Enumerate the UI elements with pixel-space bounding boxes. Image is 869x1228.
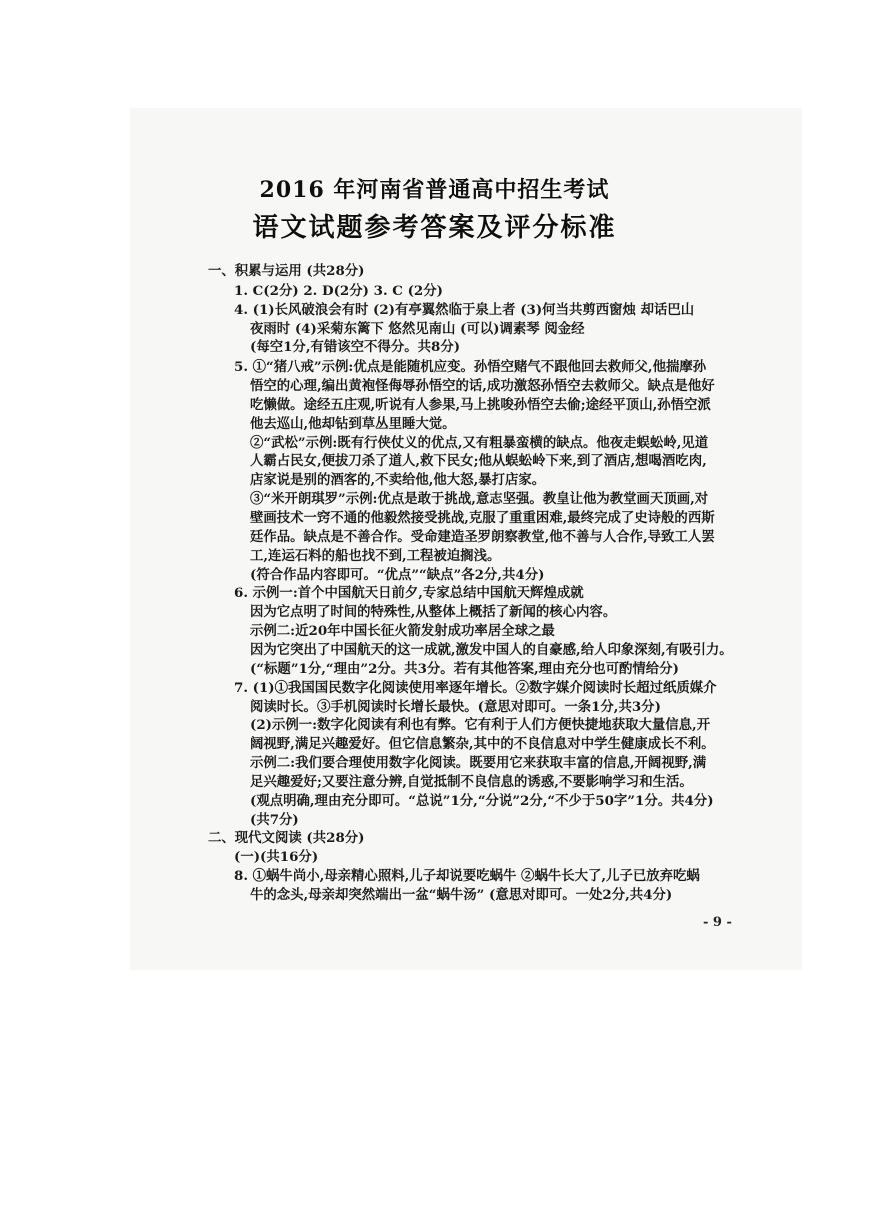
subsection-heading: (一)(共16分) — [234, 849, 319, 866]
answer-line: 他去巡山,他却钻到草丛里睡大觉。 — [250, 415, 456, 432]
answer-line: 壁画技术一窍不通的他毅然接受挑战,克服了重重困难,最终完成了史诗般的西斯 — [250, 509, 715, 526]
answer-line: ②“武松”示例:既有行侠仗义的优点,又有粗暴蛮横的缺点。他夜走蜈蚣岭,见道 — [250, 434, 709, 451]
answer-line: 工,连运石料的船也找不到,工程被迫搁浅。 — [250, 547, 501, 564]
scoring-note: (每空1分,有错该空不得分。共8分) — [250, 339, 461, 356]
answer-line: 5. ①“猪八戒”示例:优点是能随机应变。孙悟空赌气不跟他回去救师父,他揣摩孙 — [234, 359, 707, 376]
scoring-note: (观点明确,理由充分即可。“总说”1分,“分说”2分,“不少于50字”1分。共4分) — [250, 792, 714, 809]
section-heading: 二、现代文阅读 (共28分) — [208, 830, 365, 847]
page-number: - 9 - — [703, 915, 732, 930]
answer-line: 阔视野,满足兴趣爱好。但它信息繁杂,其中的不良信息对中学生健康成长不利。 — [250, 736, 715, 753]
answer-line: 7. (1)①我国国民数字化阅读使用率逐年增长。②数字媒介阅读时长超过纸质媒介 — [234, 679, 717, 696]
scoring-note: (符合作品内容即可。“优点”“缺点”各2分,共4分) — [250, 566, 545, 583]
answer-line: (2)示例一:数字化阅读有利也有弊。它有利于人们方便快捷地获取大量信息,开 — [250, 717, 711, 734]
answer-line: 牛的念头,母亲却突然端出一盆“蜗牛汤” (意思对即可。一处2分,共4分) — [250, 887, 673, 903]
answer-line: 足兴趣爱好;又要注意分辨,自觉抵制不良信息的诱惑,不要影响学习和生活。 — [250, 773, 693, 790]
answer-line: 示例二:我们要合理使用数字化阅读。既要用它来获取丰富的信息,开阔视野,满 — [250, 755, 707, 771]
answer-line: 人霸占民女,便拔刀杀了道人,救下民女;他从蜈蚣岭下来,到了酒店,想喝酒吃肉, — [250, 453, 707, 470]
section-heading: 一、积累与运用 (共28分) — [208, 263, 365, 279]
answer-line: 1. C(2分) 2. D(2分) 3. C (2分) — [234, 282, 443, 299]
answer-line: 悟空的心理,编出黄袍怪侮辱孙悟空的话,成功激怒孙悟空去救师父。缺点是他好 — [250, 377, 715, 394]
document-title-line2: 语文试题参考答案及评分标准 — [252, 213, 617, 243]
answer-line: 示例二:近20年中国长征火箭发射成功率居全球之最 — [250, 623, 555, 639]
answer-line: 因为它点明了时间的特殊性,从整体上概括了新闻的核心内容。 — [250, 604, 617, 621]
scoring-note: (共7分) — [250, 811, 299, 828]
scoring-note: (“标题”1分,“理由”2分。共3分。若有其他答案,理由充分也可酌情给分) — [250, 660, 679, 677]
answer-line: 4. (1)长风破浪会有时 (2)有亭翼然临于泉上者 (3)何当共剪西窗烛 却话巴山 — [234, 301, 695, 318]
answer-line: 因为它突出了中国航天的这一成就,激发中国人的自豪感,给人印象深刻,有吸引力。 — [250, 641, 733, 658]
answer-line: 廷作品。缺点是不善合作。受命建造圣罗朗察教堂,他不善与人合作,导致工人罢 — [250, 528, 715, 545]
document-title-line1: 2016 年河南省普通高中招生考试 — [259, 177, 610, 203]
answer-line: 店家说是别的酒客的,不卖给他,他大怒,暴打店家。 — [250, 472, 546, 489]
answer-line: 6. 示例一:首个中国航天日前夕,专家总结中国航天辉煌成就 — [234, 585, 584, 602]
answer-line: 8. ①蜗牛尚小,母亲精心照料,儿子却说要吃蜗牛 ②蜗牛长大了,儿子已放弃吃蜗 — [234, 868, 700, 885]
answer-line: ③“米开朗琪罗”示例:优点是敢于挑战,意志坚强。教皇让他为教堂画天顶画,对 — [250, 491, 709, 508]
answer-line: 夜雨时 (4)采菊东篱下 悠然见南山 (可以)调素琴 阅金经 — [250, 320, 585, 337]
answer-line: 阅读时长。③手机阅读时长增长最快。(意思对即可。一条1分,共3分) — [250, 698, 661, 715]
answer-line: 吃懒做。途经五庄观,听说有人参果,马上挑唆孙悟空去偷;途经平顶山,孙悟空派 — [250, 396, 711, 413]
